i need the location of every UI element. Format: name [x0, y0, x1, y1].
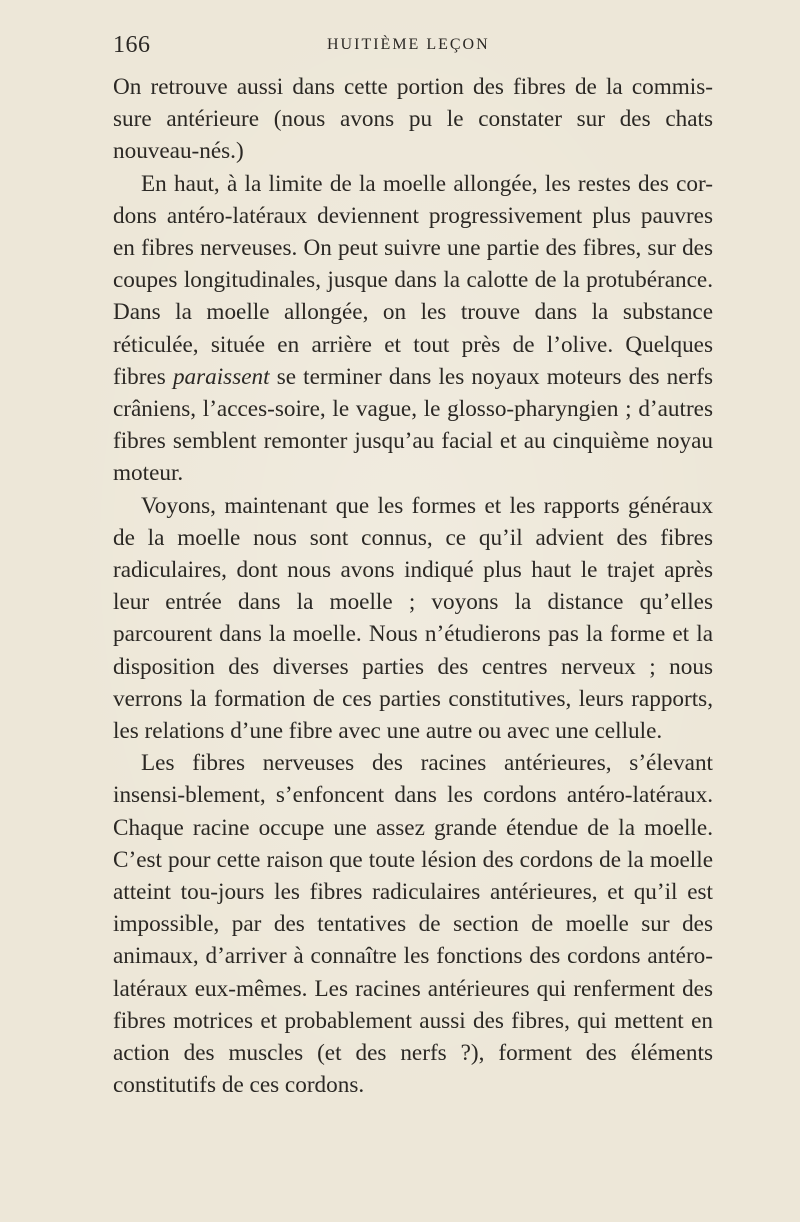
paragraph-2-text-end: se terminer dans les noyaux moteurs des nerfs crâniens, l’acces-soire, le vague, le glosso-pharyngien ; d’autres fibres semblent remonter jusqu’au facial et au cinquième noyau moteur.	[113, 363, 714, 487]
paragraph-2-emphasis: paraissent	[172, 363, 270, 390]
paragraph-2	[113, 168, 713, 490]
paragraph-3: Voyons, maintenant que les formes et les rapports généraux de la moelle nous sont connus, ce qu’il advient des fibres radiculaires, dont nous avons indiqué plus haut le trajet après leur entrée dans la moelle ; voyons la distance qu’elles parcourent dans la moelle. Nous n’étudierons pas la forme et la disposition des diverses parties des centres nerveux ; nous verrons la formation de ces parties constitutives, leurs rapports, les relations d’une fibre avec une autre ou avec une cellule.	[113, 492, 713, 745]
running-head	[0, 32, 800, 62]
page-number: 166	[113, 32, 151, 58]
paragraph-4: Les fibres nerveuses des racines antérieures, s’élevant insensi-blement, s’enfoncent dans les cordons antéro-latéraux. Chaque racine occupe une assez grande étendue de la moelle. C’est pour cette raison que toute lésion des cordons de la moelle atteint tou-jours les fibres radiculaires antérieures, et qu’il est impossible, par des tentatives de section de moelle sur des animaux, d’arriver à connaître les fonctions des cordons antéro-latéraux eux-mêmes. Les racines antérieures qui renferment des fibres motrices et probablement aussi des fibres, qui mettent en action des muscles (et des nerfs ?), forment des éléments constitutifs de ces cordons.	[113, 750, 713, 1099]
chapter-title: HUITIÈME LEÇON	[327, 36, 490, 53]
paragraph-1: On retrouve aussi dans cette portion des fibres de la commis-sure antérieure (nous avons pu le constater sur des chats nouveau-nés.)	[113, 74, 713, 165]
body-text	[113, 71, 713, 1102]
paragraph-2-text-start: En haut, à la limite de la moelle allongée, les restes des cor-dons antéro-latéraux deviennent progressivement plus pauvres en fibres nerveuses. On peut suivre une partie des fibres, sur des coupes longitudinales, jusque dans la calotte de la protubérance. Dans la moelle allongée, on les trouve dans la substance réticulée, située en arrière et tout près de l’olive. Quelques fibres	[113, 170, 713, 390]
